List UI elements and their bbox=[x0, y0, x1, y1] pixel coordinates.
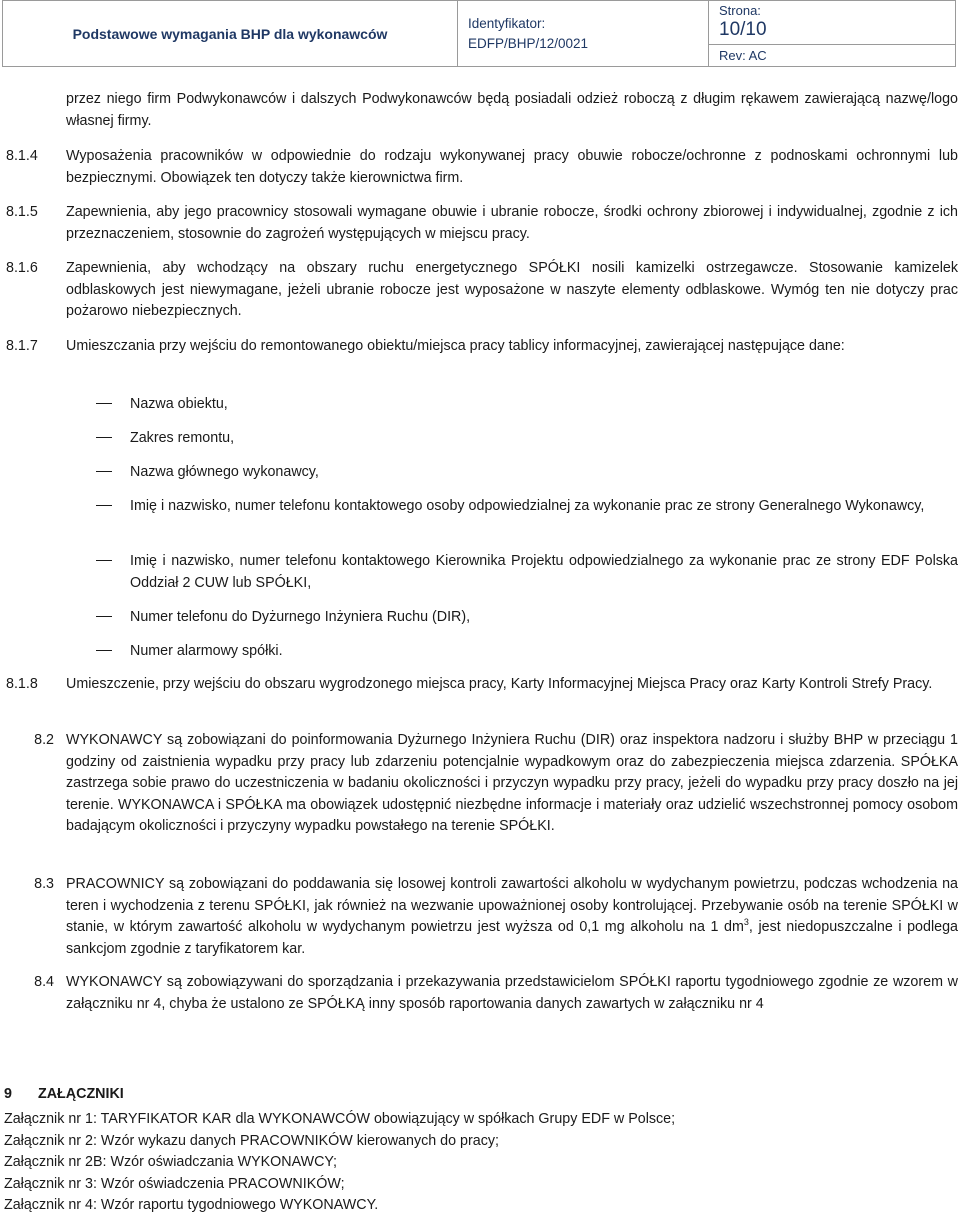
paragraph-text: Zapewnienia, aby wchodzący na obszary ruchu energetycznego SPÓŁKI nosili kamizelki ostrzegawcze. Stosowanie kamizelek odblaskowych jest niewymagane, jeżeli ubranie robocze jest wyposażone w naszyte elementy odblaskowe. Wymóg ten nie dotyczy prac pożarowo niebezpiecznych. bbox=[66, 260, 958, 320]
paragraph-number: 8.1.6 bbox=[6, 260, 38, 276]
paragraph-text: WYKONAWCY są zobowiązywani do sporządzania i przekazywania przedstawicielom SPÓŁKI raportu tygodniowego zgodnie ze wzorem w załączniku nr 4, chyba że ustalono ze SPÓŁKĄ inny sposób raportowania danych zawartych w załączniku nr 4 bbox=[66, 974, 958, 1012]
dash-bullet-icon bbox=[96, 650, 112, 651]
paragraph-number: 8.1.8 bbox=[6, 676, 38, 692]
paragraph-text: WYKONAWCY są zobowiązani do poinformowania Dyżurnego Inżyniera Ruchu (DIR) oraz inspektora nadzoru i służby BHP w przeciągu 1 godziny od zaistnienia wypadku przy pracy lub zdarzeniu potencjalnie wypadkowym oraz do zabezpieczenia miejsca zdarzenia. SPÓŁKA zastrzega sobie prawo do uczestniczenia w badaniu okoliczności i przyczyn wypadku przy pracy, jeżeli do wypadku przy pracy doszło na jej terenie. WYKONAWCA i SPÓŁKA ma obowiązek udostępnić niezbędne informacje i materiały oraz udzielić wszechstronnej pomocy osobom badającym okoliczności i przyczyny wypadku powstałego na terenie SPÓŁKI. bbox=[66, 732, 958, 835]
paragraph-number: 8.4 bbox=[34, 974, 54, 990]
dash-bullet-icon bbox=[96, 505, 112, 506]
header-page-cell bbox=[709, 1, 955, 66]
identifier-label: Identyfikator: bbox=[468, 15, 546, 31]
dash-bullet-icon bbox=[96, 560, 112, 561]
paragraph-number: 8.1.7 bbox=[6, 338, 38, 354]
paragraph-text bbox=[66, 874, 958, 960]
document-header bbox=[2, 0, 956, 67]
paragraph-number: 8.1.4 bbox=[6, 148, 38, 164]
paragraph-number: 8.2 bbox=[34, 732, 54, 748]
paragraph-text: Wyposażenia pracowników w odpowiednie do rodzaju wykonywanej pracy obuwie robocze/ochronne z podnoskami ochronnymi lub bezpiecznymi. Obowiązek ten dotyczy także kierownictwa firm. bbox=[66, 148, 958, 186]
paragraph-text: Zapewnienia, aby jego pracownicy stosowali wymagane obuwie i ubranie robocze, środki ochrony zbiorowej i indywidualnej, zgodnie z ich przeznaczeniem, stosownie do zagrożeń występujących w miejscu pracy. bbox=[66, 204, 958, 242]
section-number: 9 bbox=[4, 1086, 12, 1102]
dash-bullet-icon bbox=[96, 616, 112, 617]
attachments-list bbox=[4, 1109, 675, 1217]
list-item-text: Imię i nazwisko, numer telefonu kontaktowego osoby odpowiedzialnej za wykonanie prac ze strony Generalnego Wykonawcy, bbox=[130, 498, 925, 514]
paragraph-text: przez niego firm Podwykonawców i dalszych Podwykonawców będą posiadali odzież roboczą z długim rękawem zawierającą nazwę/logo własnej firmy. bbox=[66, 91, 958, 129]
document-title: Podstawowe wymagania BHP dla wykonawców bbox=[72, 25, 388, 42]
attachment-item: Załącznik nr 3: Wzór oświadczenia PRACOWNIKÓW; bbox=[4, 1175, 345, 1192]
page-number-box bbox=[709, 1, 955, 45]
page-number: 10/10 bbox=[719, 19, 767, 40]
list-item-text: Imię i nazwisko, numer telefonu kontaktowego Kierownika Projektu odpowiedzialnego za wykonanie prac ze strony EDF Polska Oddział 2 CUW lub SPÓŁKI, bbox=[130, 553, 958, 591]
dash-bullet-icon bbox=[96, 437, 112, 438]
revision-box bbox=[709, 45, 955, 66]
identifier-value: EDFP/BHP/12/0021 bbox=[468, 35, 589, 51]
attachment-item: Załącznik nr 2B: Wzór oświadczania WYKONAWCY; bbox=[4, 1154, 338, 1171]
attachment-item: Załącznik nr 1: TARYFIKATOR KAR dla WYKONAWCÓW obowiązujący w spółkach Grupy EDF w Polsce; bbox=[4, 1111, 676, 1127]
paragraph-number: 8.3 bbox=[34, 876, 54, 892]
list-item-text: Nazwa głównego wykonawcy, bbox=[130, 464, 319, 480]
paragraph-text-part: , jest niedopuszczalne i podlega sankcjom zgodnie z taryfikatorem kar. bbox=[66, 919, 958, 957]
list-item-text: Zakres remontu, bbox=[130, 430, 235, 446]
header-title-cell bbox=[3, 1, 458, 66]
dash-bullet-icon bbox=[96, 471, 112, 472]
paragraph-text: Umieszczania przy wejściu do remontowanego obiektu/miejsca pracy tablicy informacyjnej, zawierającej następujące dane: bbox=[66, 338, 845, 354]
page-label: Strona: bbox=[719, 3, 761, 18]
section-heading bbox=[4, 1086, 124, 1102]
superscript: 3 bbox=[743, 917, 749, 928]
revision-value: Rev: AC bbox=[719, 48, 767, 63]
attachment-item: Załącznik nr 2: Wzór wykazu danych PRACOWNIKÓW kierowanych do pracy; bbox=[4, 1132, 499, 1149]
section-title: ZAŁĄCZNIKI bbox=[38, 1086, 124, 1102]
paragraph-text-part: PRACOWNICY są zobowiązani do poddawania się losowej kontroli zawartości alkoholu w wydychanym powietrzu, podczas wchodzenia na teren i wychodzenia z terenu SPÓŁKI, jak również na wezwanie upoważnionej osoby kontrolującej. Przebywanie osób na terenie SPÓŁKI w stanie, w którym zawartość alkoholu w wydychanym powietrzu jest wyższa od 0,1 mg alkoholu na 1 dm bbox=[66, 876, 958, 936]
paragraph-text: Umieszczenie, przy wejściu do obszaru wygrodzonego miejsca pracy, Karty Informacyjnej Miejsca Pracy oraz Karty Kontroli Strefy Pracy. bbox=[66, 676, 933, 692]
attachment-item: Załącznik nr 4: Wzór raportu tygodniowego WYKONAWCY. bbox=[4, 1197, 379, 1214]
paragraph-number: 8.1.5 bbox=[6, 204, 38, 220]
header-identifier-cell bbox=[458, 1, 709, 66]
list-item-text: Numer alarmowy spółki. bbox=[130, 643, 283, 659]
dash-bullet-icon bbox=[96, 403, 112, 404]
list-item-text: Numer telefonu do Dyżurnego Inżyniera Ruchu (DIR), bbox=[130, 609, 471, 625]
list-item-text: Nazwa obiektu, bbox=[130, 396, 228, 412]
